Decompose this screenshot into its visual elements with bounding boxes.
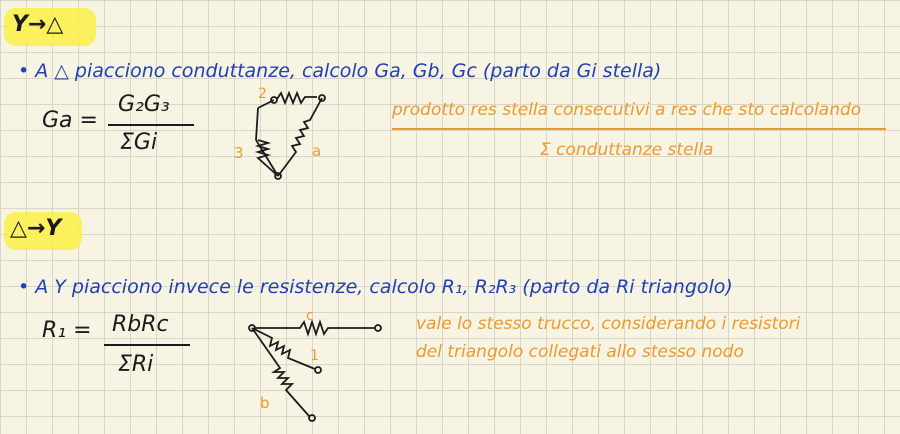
note-line-2a: vale lo stesso trucco, considerando i resistori: [416, 314, 801, 334]
note-line-2b: del triangolo collegati allo stesso nodo: [416, 342, 744, 362]
delta-label-middle: 1: [310, 348, 319, 364]
delta-label-bottom: b: [260, 394, 270, 412]
formula-denominator-ga: ΣGi: [120, 130, 158, 155]
star-label-left: 3: [234, 144, 244, 162]
fraction-bar-ga: [108, 124, 194, 126]
fraction-bar-r1: [104, 344, 190, 346]
formula-lhs-r1: R₁ =: [42, 318, 92, 343]
delta-resistor-diagram: [240, 306, 390, 424]
delta-label-top: c: [306, 308, 314, 324]
section-title-delta-to-y: △→Y: [10, 216, 62, 241]
formula-denominator-r1: ΣRi: [118, 352, 154, 377]
formula-lhs-ga: Ga =: [42, 108, 98, 133]
formula-numerator-ga: G₂G₃: [118, 92, 170, 117]
note-bar-1: [392, 128, 886, 130]
note-line-1a: prodotto res stella consecutivi a res che sto calcolando: [392, 100, 862, 120]
note-line-1b: Σ conduttanze stella: [540, 140, 714, 160]
bullet-line-1: • A △ piacciono conduttanze, calcolo Ga, Gb, Gc (parto da Gi stella): [18, 60, 662, 82]
star-label-top: 2: [258, 86, 267, 102]
star-resistor-diagram: [228, 78, 338, 188]
bullet-line-2: • A Y piacciono invece le resistenze, calcolo R₁, R₂R₃ (parto da Ri triangolo): [18, 276, 733, 298]
star-label-right: a: [312, 142, 322, 160]
section-title-y-to-delta: Y→△: [12, 12, 64, 37]
formula-numerator-r1: RbRc: [112, 312, 169, 337]
